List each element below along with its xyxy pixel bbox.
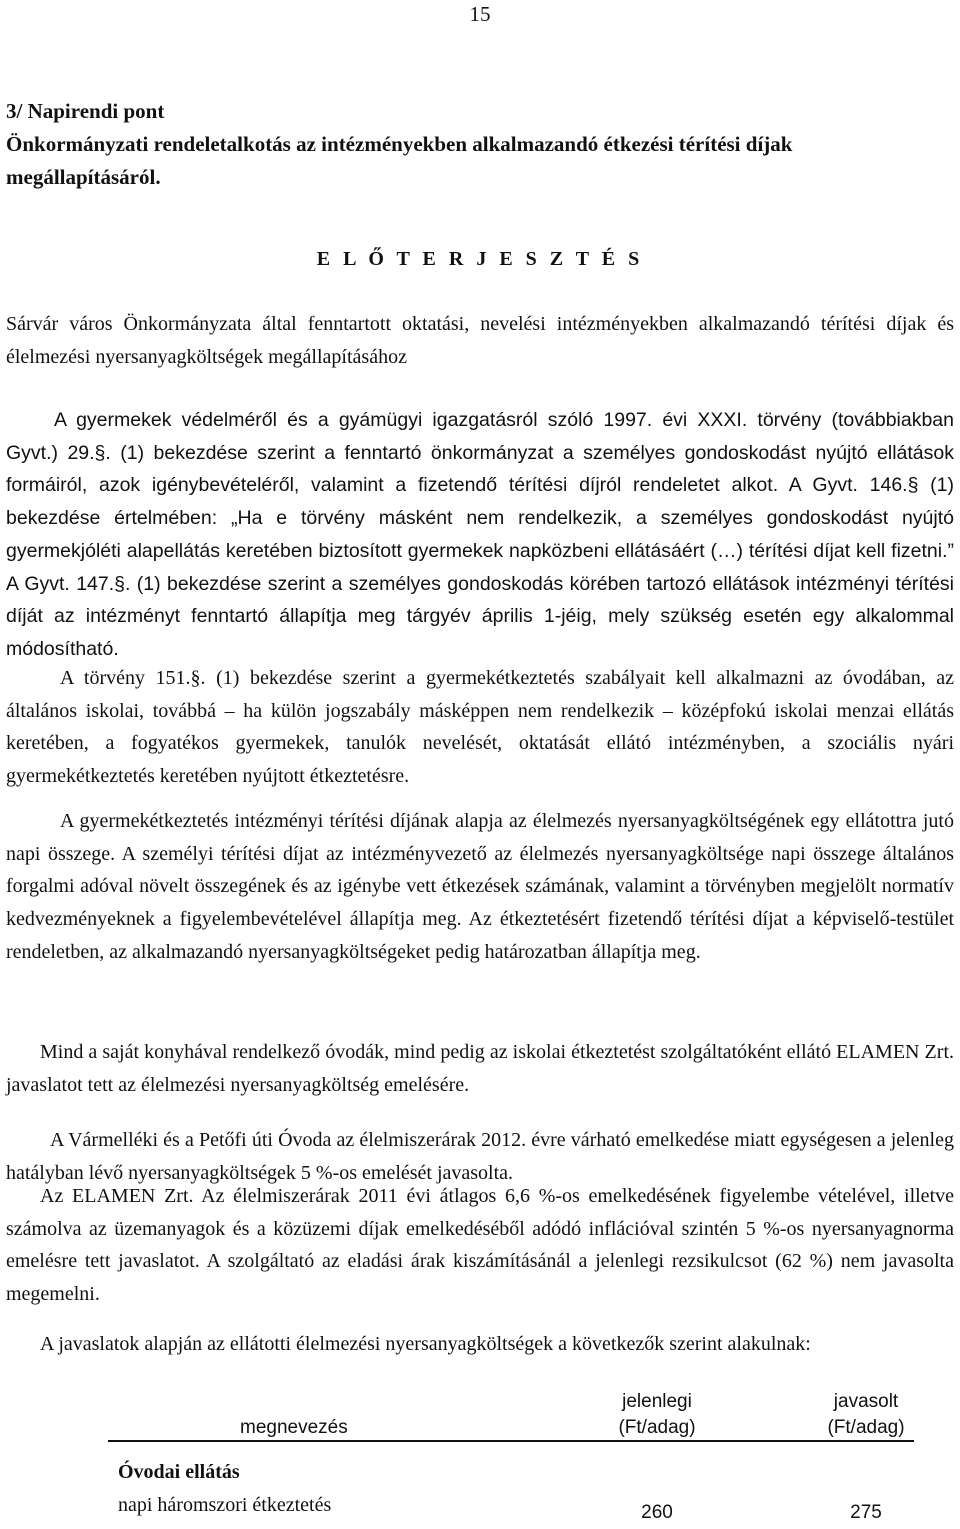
- kindergarten-paragraph: A Vármelléki és a Petőfi úti Óvoda az élelmiszerárak 2012. évre várható emelkedése miatt egységesen a jelenleg hatályban lévő nyersanyagköltségek 5 %-os emelését javasolta.: [6, 1129, 954, 1184]
- elamen-paragraph: Az ELAMEN Zrt. Az élelmiszerárak 2011 évi átlagos 6,6 %-os emelkedésének figyelembe vételével, illetve számolva az üzemanyagok és a közüzemi díjak emelkedéséből adódó inflációval szintén 5 %-os nyersanyagnorma emelésre tett javaslatot. A szolgáltató az eladási árak kiszámításánál a jelenlegi rezsikulcsot (62 %) nem javasolta megemelni.: [6, 1185, 954, 1306]
- table-row-proposed: 275: [850, 1502, 882, 1523]
- header-proposed-label: javasolt: [833, 1391, 899, 1412]
- intro-paragraph: Sárvár város Önkormányzata által fenntartott oktatási, nevelési intézményekben alkalmazandó térítési díjak és élelmezési nyersanyagköltségek megállapításához: [6, 313, 954, 368]
- header-current-unit: (Ft/adag): [618, 1417, 696, 1438]
- agenda-subject-line2: megállapításáról.: [6, 165, 161, 189]
- agenda-subject-line1: Önkormányzati rendeletalkotás az intézményekben alkalmazandó étkezési térítési díjak: [6, 132, 793, 156]
- legal-basis-paragraph: A gyermekek védelméről és a gyámügyi igazgatásról szóló 1997. évi XXXI. törvény (továbbiakban Gyvt.) 29.§. (1) bekezdése szerint a fenntartó önkormányzat a személyes gondoskodást nyújtó ellátások formáiról, azok igénybevételéről, valamint a fizetendő térítési díjról rendeletet alkot. A Gyvt. 146.§ (1) bekezdése értelmében: „Ha e törvény másként nem rendelkezik, a személyes gondoskodást nyújtó gyermekjóléti alapellátás keretében biztosított gyermekek napközbeni ellátásáért (…) térítési díjat kell fizetni.” A Gyvt. 147.§. (1) bekezdése szerint a személyes gondoskodás körében tartozó ellátások intézményi térítési díját az intézményt fenntartó állapítja meg tárgyév április 1-jéig, mely szükség esetén egy alkalommal módosítható.: [6, 409, 954, 660]
- header-proposed-unit: (Ft/adag): [827, 1417, 905, 1438]
- summary-paragraph: A javaslatok alapján az ellátotti élelmezési nyersanyagköltségek a következők szerint alakulnak:: [40, 1333, 811, 1355]
- fee-basis-paragraph: A gyermekétkeztetés intézményi térítési díjának alapja az élelmezés nyersanyagköltségének egy ellátottra jutó napi összege. A személyi térítési díjat az intézményvezető az élelmezés nyersanyagköltsége napi összege általános forgalmi adóval növelt összegének és az igénybe vett étkezések számának, valamint a törvényben megjelölt normatív kedvezményeknek a figyelembevételével állapítja meg. Az étkeztetésért fizetendő térítési díjat a képviselő-testület rendeletben, az alkalmazandó nyersanyagköltségeket pedig határozatban állapítja meg.: [6, 810, 954, 963]
- document-title: E L Ő T E R J E S Z T É S: [316, 248, 644, 270]
- header-current-label: jelenlegi: [622, 1391, 692, 1412]
- law-151-paragraph: A törvény 151.§. (1) bekezdése szerint a gyermekétkeztetés szabályait kell alkalmazni az óvodában, az általános iskolai, továbbá – ha külön jogszabály másképpen nem rendelkezik – középfokú iskolai menzai ellátás keretében, a fogyatékos gyermekek, tanulók nevelését, oktatását ellátó intézményben, a szociális nyári gyermekétkeztetés keretében nyújtott étkeztetésre.: [6, 667, 954, 788]
- agenda-item-heading: 3/ Napirendi pont: [6, 99, 165, 123]
- page-number: 15: [469, 2, 491, 26]
- header-name: megnevezés: [240, 1417, 348, 1438]
- proposal-paragraph: Mind a saját konyhával rendelkező óvodák, mind pedig az iskolai étkeztetést szolgáltatóként ellátó ELAMEN Zrt. javaslatot tett az élelmezési nyersanyagköltség emelésére.: [6, 1041, 954, 1096]
- table-row-label: napi háromszori étkeztetés: [118, 1494, 332, 1516]
- table-row-current: 260: [641, 1502, 673, 1523]
- table-header-rule: [108, 1440, 914, 1442]
- table-section-title: Óvodai ellátás: [118, 1461, 240, 1483]
